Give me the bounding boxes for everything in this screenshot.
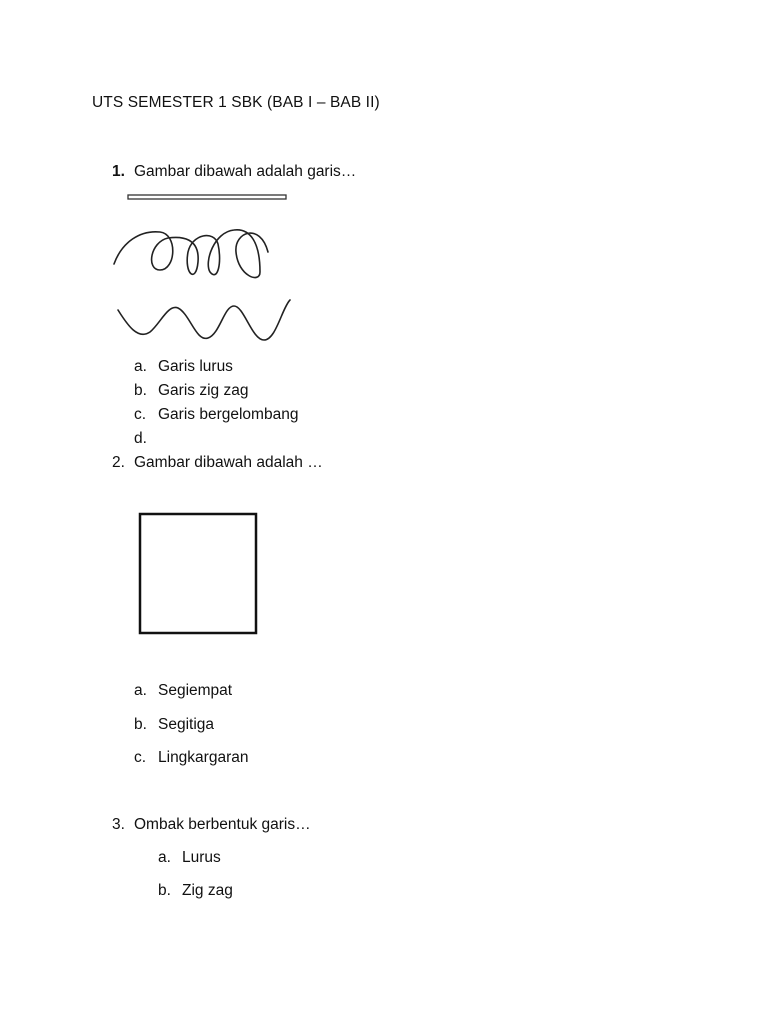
option-2b[interactable] (134, 716, 214, 734)
square-figure (138, 512, 260, 636)
option-text: Zig zag (182, 882, 233, 899)
option-2c[interactable] (134, 749, 248, 767)
square-shape (140, 514, 256, 633)
option-3b[interactable] (158, 882, 233, 900)
option-3a[interactable] (158, 849, 221, 867)
question-number: 3. (112, 816, 125, 833)
question-text: Ombak berbentuk garis… (134, 816, 311, 833)
question-number: 2. (112, 454, 125, 471)
lines-illustration (110, 192, 295, 352)
option-letter: c. (134, 749, 147, 766)
question-number: 1. (112, 163, 125, 180)
option-letter: c. (134, 406, 147, 423)
option-text: Garis lurus (158, 358, 233, 375)
option-1d[interactable] (134, 430, 158, 448)
curly-line-figure (114, 230, 268, 278)
option-letter: a. (158, 849, 171, 866)
question-2 (112, 454, 323, 472)
option-text: Segitiga (158, 716, 215, 733)
option-1b[interactable] (134, 382, 248, 400)
option-text: Garis zig zag (158, 382, 249, 399)
square-illustration (138, 512, 260, 636)
option-text: Garis bergelombang (158, 406, 299, 423)
option-letter: a. (134, 682, 147, 699)
page-title: UTS SEMESTER 1 SBK (BAB I – BAB II) (92, 94, 380, 111)
option-letter: b. (134, 382, 147, 399)
option-letter: b. (134, 716, 147, 733)
option-2a[interactable] (134, 682, 232, 700)
option-text: Lingkargaran (158, 749, 249, 766)
option-letter: d. (134, 430, 147, 447)
option-text: Lurus (182, 849, 221, 866)
question-text: Gambar dibawah adalah garis… (134, 163, 357, 180)
straight-line-figure (128, 195, 286, 199)
question-text: Gambar dibawah adalah … (134, 454, 323, 471)
wavy-line-figure (118, 300, 290, 340)
option-text: Segiempat (158, 682, 233, 699)
option-1c[interactable] (134, 406, 298, 424)
question-3 (112, 816, 311, 834)
question-1 (112, 163, 356, 181)
option-1a[interactable] (134, 358, 233, 376)
option-letter: b. (158, 882, 171, 899)
lines-figure (110, 192, 295, 352)
option-letter: a. (134, 358, 147, 375)
